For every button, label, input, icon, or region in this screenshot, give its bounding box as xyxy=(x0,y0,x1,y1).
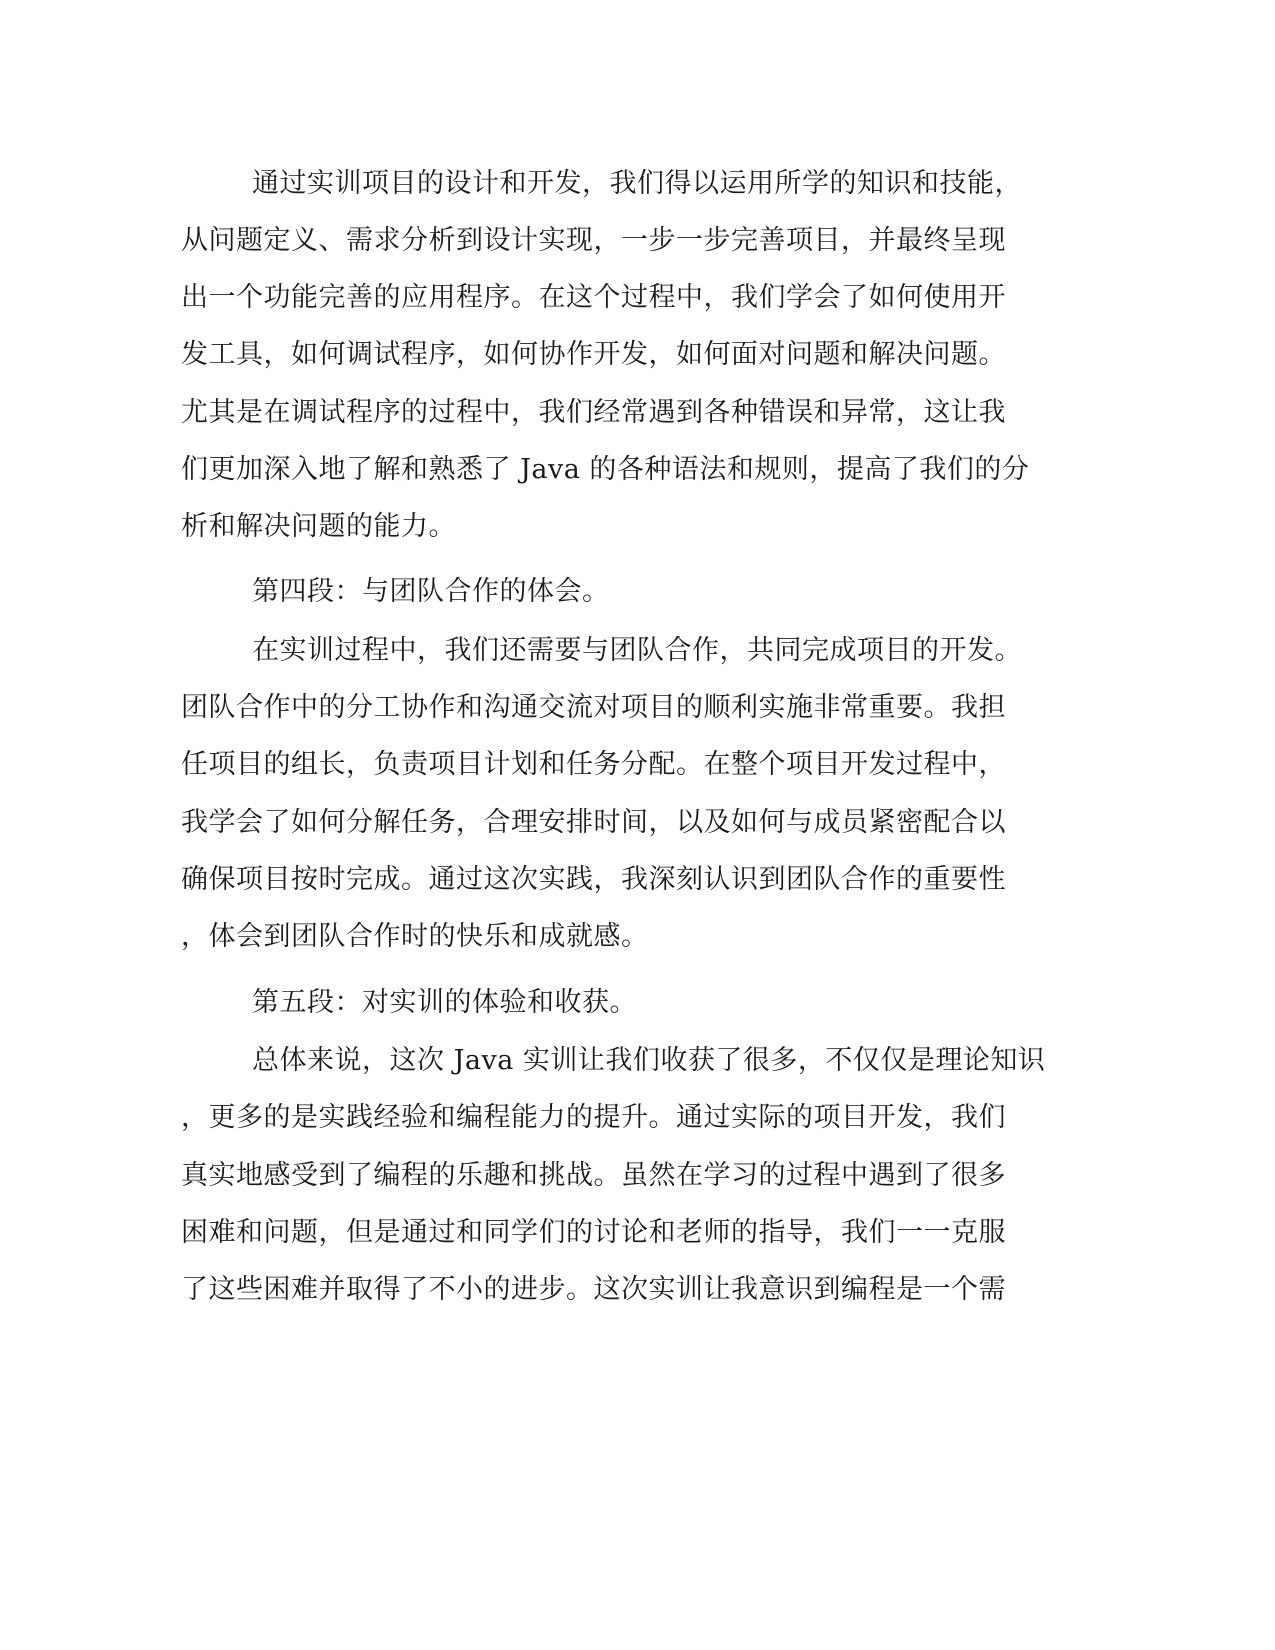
paragraph-line: 在实训过程中，我们还需要与团队合作，共同完成项目的开发。 xyxy=(252,635,1022,666)
paragraph-line: 团队合作中的分工协作和沟通交流对项目的顺利实施非常重要。我担 xyxy=(181,692,1006,723)
paragraph-line: 任项目的组长，负责项目计划和任务分配。在整个项目开发过程中， xyxy=(181,749,1006,780)
paragraph-line: 通过实训项目的设计和开发，我们得以运用所学的知识和技能， xyxy=(252,168,1022,199)
paragraph-line: 出一个功能完善的应用程序。在这个过程中，我们学会了如何使用开 xyxy=(181,282,1006,313)
paragraph-line: 尤其是在调试程序的过程中，我们经常遇到各种错误和异常，这让我 xyxy=(181,397,1006,428)
paragraph-line: ，体会到团队合作时的快乐和成就感。 xyxy=(181,921,649,952)
paragraph-line: 发工具，如何调试程序，如何协作开发，如何面对问题和解决问题。 xyxy=(181,339,1006,370)
paragraph-line: 确保项目按时完成。通过这次实践，我深刻认识到团队合作的重要性 xyxy=(181,864,1006,895)
paragraph-line: 真实地感受到了编程的乐趣和挑战。虽然在学习的过程中遇到了很多 xyxy=(181,1160,1006,1191)
paragraph-line: 析和解决问题的能力。 xyxy=(181,511,456,542)
paragraph-line: 了这些困难并取得了不小的进步。这次实训让我意识到编程是一个需 xyxy=(181,1274,1006,1305)
paragraph-line: 总体来说，这次 Java 实训让我们收获了很多，不仅仅是理论知识 xyxy=(252,1045,1046,1076)
paragraph-line: ，更多的是实践经验和编程能力的提升。通过实际的项目开发，我们 xyxy=(181,1102,1006,1133)
paragraph-line: 困难和问题，但是通过和同学们的讨论和老师的指导，我们一一克服 xyxy=(181,1217,1006,1248)
section-heading-5: 第五段：对实训的体验和收获。 xyxy=(252,987,637,1018)
section-heading-4: 第四段：与团队合作的体会。 xyxy=(252,576,610,607)
paragraph-line: 们更加深入地了解和熟悉了 Java 的各种语法和规则，提高了我们的分 xyxy=(181,454,1030,485)
paragraph-line: 我学会了如何分解任务，合理安排时间，以及如何与成员紧密配合以 xyxy=(181,807,1006,838)
paragraph-line: 从问题定义、需求分析到设计实现，一步一步完善项目，并最终呈现 xyxy=(181,225,1006,256)
